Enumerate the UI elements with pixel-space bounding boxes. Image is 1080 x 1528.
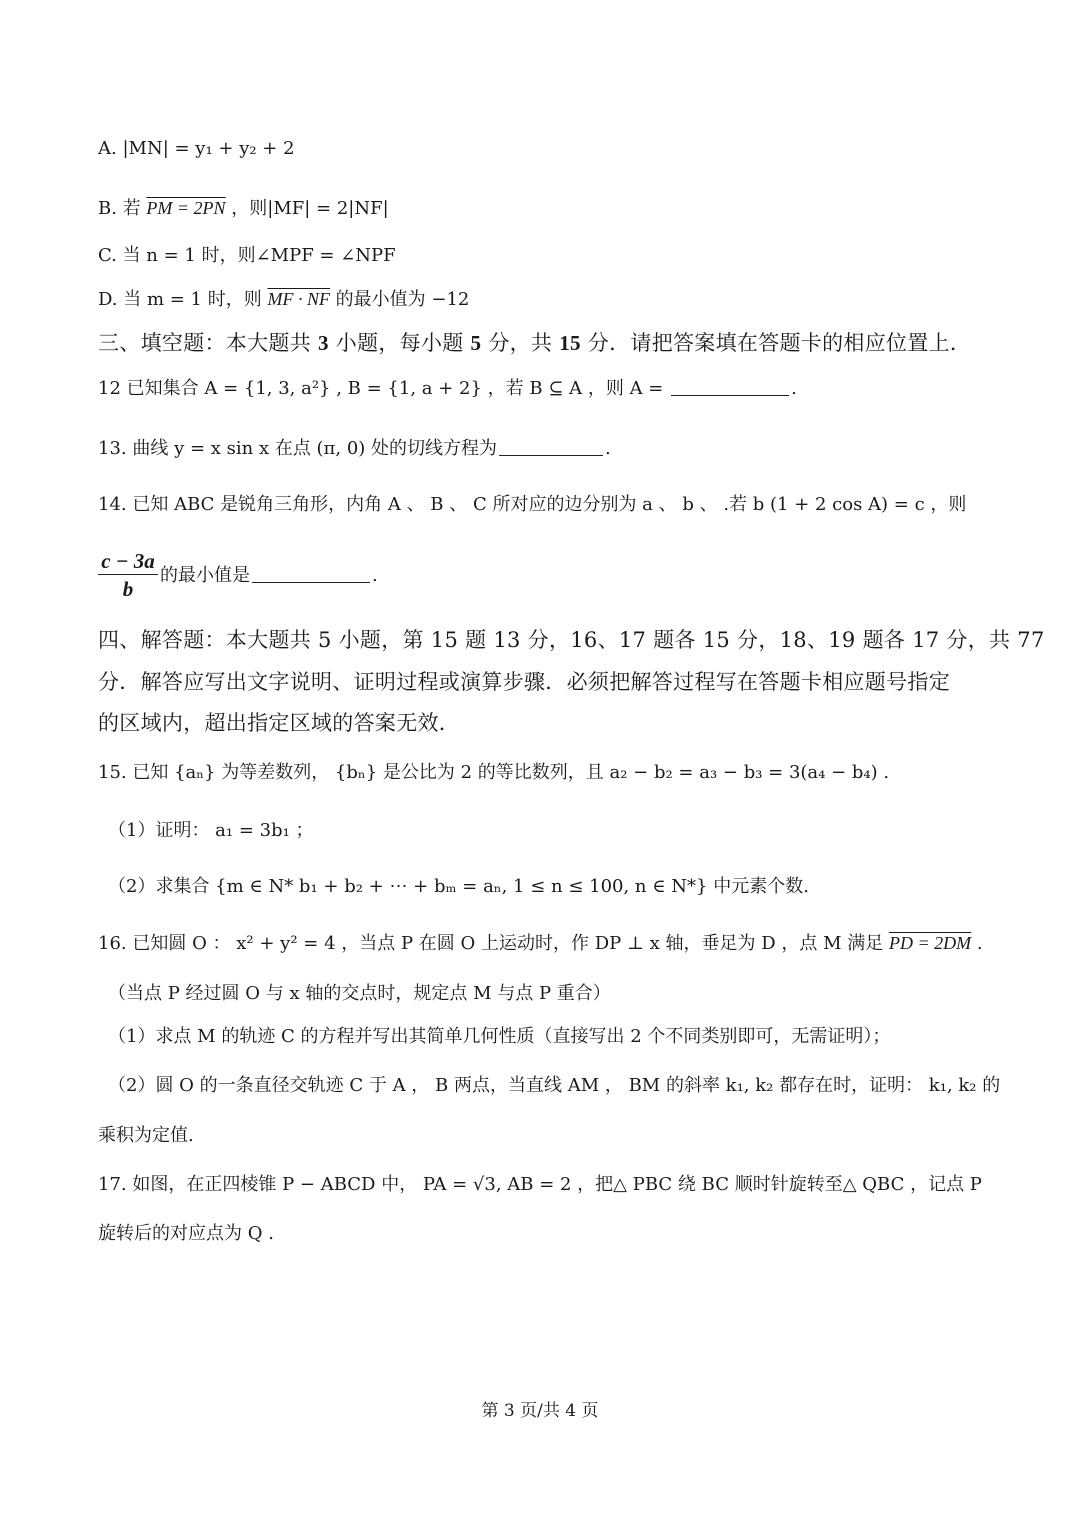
- option-b: [98, 195, 389, 222]
- question-16-vector: PD = 2DM: [888, 933, 972, 953]
- question-16-part1: （1）求点 M 的轨迹 C 的方程并写出其简单几何性质（直接写出 2 个不同类别即可，无需证明）；: [108, 1026, 891, 1047]
- fraction: [98, 548, 158, 603]
- option-d-vector: MF · NF: [267, 289, 330, 309]
- question-14-tail: 的最小值是 .: [160, 565, 378, 586]
- fraction-numerator: c − 3a: [98, 548, 158, 575]
- section-3-heading: 三、填空题：本大题共 3 小题，每小题 5 分，共 15 分．请把答案填在答题卡的相应位置上．: [98, 331, 972, 355]
- question-15: 15. 已知 {aₙ} 为等差数列， {bₙ} 是公比为 2 的等比数列，且 a₂ − b₂ = a₃ − b₃ = 3(a₄ − b₄) .: [98, 762, 890, 783]
- option-d-post: 的最小值为 −12: [329, 289, 470, 310]
- option-b-pre: B. 若: [98, 198, 147, 219]
- section-4-heading-line2: 分．解答应写出文字说明、证明过程或演算步骤．必须把解答过程写在答题卡相应题号指定: [98, 670, 950, 694]
- option-c: C. 当 n = 1 时，则∠MPF = ∠NPF: [98, 245, 396, 266]
- page-footer: 第 3 页/共 4 页: [481, 1401, 599, 1421]
- question-16-note: （当点 P 经过圆 O 与 x 轴的交点时，规定点 M 与点 P 重合）: [108, 983, 611, 1004]
- fraction-denominator: b: [122, 577, 134, 601]
- section-4-heading-line3: 的区域内，超出指定区域的答案无效．: [98, 711, 461, 735]
- option-b-vector: PM = 2PN: [146, 198, 226, 218]
- question-13: 13. 曲线 y = x sin x 在点 (π, 0) 处的切线方程为 .: [98, 438, 611, 459]
- question-12: 12 已知集合 A = {1, 3, a²} , B = {1, a + 2} ，若 B ⊆ A ，则 A = .: [98, 378, 797, 399]
- question-17-cont: 旋转后的对应点为 Q .: [98, 1223, 274, 1244]
- question-15-part2: （2）求集合 {m ∈ N* b₁ + b₂ + ⋯ + bₘ = aₙ, 1 ≤ n ≤ 100, n ∈ N*} 中元素个数.: [108, 876, 809, 897]
- answer-blank: [499, 437, 603, 456]
- question-16: 16. 已知圆 O ： x² + y² = 4 ，当点 P 在圆 O 上运动时，作 DP ⊥ x 轴，垂足为 D ，点 M 满足 PD = 2DM .: [98, 933, 983, 954]
- question-14: 14. 已知 ABC 是锐角三角形，内角 A 、 B 、 C 所对应的边分别为 a 、 b 、 .若 b (1 + 2 cos A) = c ，则: [98, 494, 967, 515]
- question-16-part2-cont: 乘积为定值.: [98, 1125, 194, 1146]
- option-d: [98, 286, 469, 313]
- section-4-heading-line1: 四、解答题：本大题共 5 小题，第 15 题 13 分，16、17 题各 15 分，18、19 题各 17 分，共 77: [98, 628, 1045, 652]
- question-17: 17. 如图，在正四棱锥 P − ABCD 中， PA = √3, AB = 2 ，把△ PBC 绕 BC 顺时针旋转至△ QBC ，记点 P: [98, 1174, 982, 1195]
- option-a: A. |MN| = y₁ + y₂ + 2: [98, 138, 295, 159]
- answer-blank: [671, 377, 789, 396]
- question-15-part1: （1）证明： a₁ = 3b₁ ；: [108, 820, 314, 841]
- option-d-pre: D. 当 m = 1 时，则: [98, 289, 268, 310]
- answer-blank: [252, 564, 370, 583]
- option-b-post: ，则|MF| = 2|NF|: [225, 198, 389, 219]
- question-16-part2: （2）圆 O 的一条直径交轨迹 C 于 A ， B 两点，当直线 AM ， BM 的斜率 k₁, k₂ 都存在时，证明： k₁, k₂ 的: [108, 1075, 1001, 1096]
